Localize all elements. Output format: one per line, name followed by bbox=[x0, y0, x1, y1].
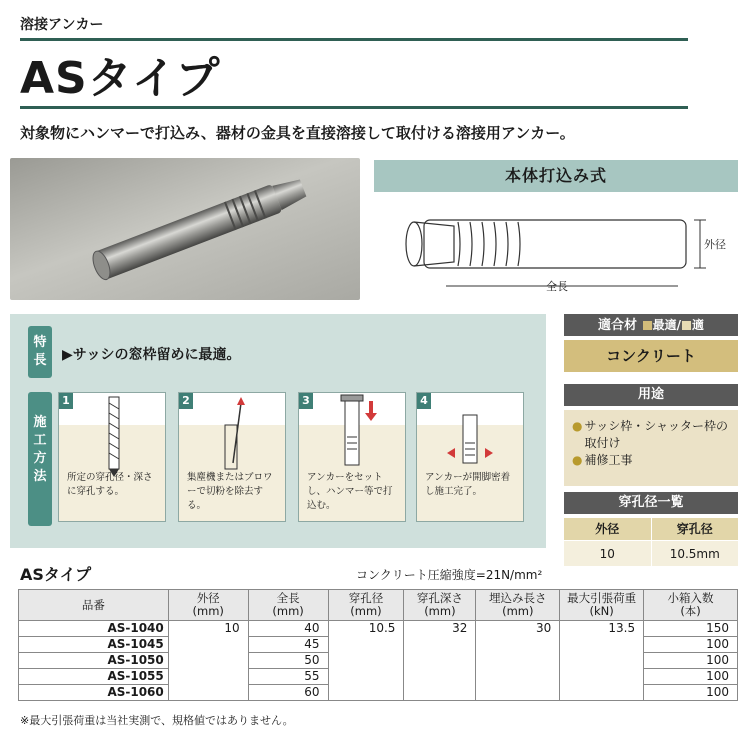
material-sep: / bbox=[676, 318, 681, 332]
page-title: ASタイプ bbox=[20, 53, 221, 104]
merged-cell bbox=[560, 653, 644, 669]
total-length: 40 bbox=[248, 621, 328, 637]
table-title: ASタイプ bbox=[20, 565, 92, 584]
material-ok-label: 適 bbox=[691, 318, 704, 332]
table-row bbox=[19, 653, 738, 669]
hole-depth: 32 bbox=[404, 621, 476, 637]
material-head-label: 適合材 bbox=[598, 318, 638, 333]
hole-list-header: 穿孔径一覧 bbox=[564, 492, 738, 514]
uses-header: 用途 bbox=[564, 384, 738, 406]
step-caption: 集塵機またはブロワーで切粉を除去する。 bbox=[187, 472, 273, 511]
product-photo bbox=[10, 158, 360, 300]
total-length: 45 bbox=[248, 637, 328, 653]
method-tag: 施工方法 bbox=[28, 392, 52, 526]
box-quantity: 150 bbox=[644, 621, 738, 637]
use-text: サッシ枠・シャッター枠の取付け bbox=[584, 419, 729, 450]
hole-col-drill: 穿孔径 bbox=[652, 518, 739, 540]
strength-note: コンクリート圧縮強度=21N/mm² bbox=[356, 568, 543, 582]
part-number: AS-1055 bbox=[19, 669, 169, 685]
merged-cell bbox=[328, 637, 404, 653]
merged-cell bbox=[404, 637, 476, 653]
merged-cell bbox=[168, 669, 248, 685]
col-header: 全長 (mm) bbox=[248, 590, 328, 621]
step-number: 4 bbox=[417, 393, 431, 409]
total-length: 50 bbox=[248, 653, 328, 669]
step-number: 2 bbox=[179, 393, 193, 409]
merged-cell bbox=[328, 669, 404, 685]
merged-cell bbox=[168, 653, 248, 669]
feature-text: ▶サッシの窓枠留めに最適。 bbox=[62, 347, 241, 363]
table-row bbox=[19, 621, 738, 637]
drill-icon bbox=[59, 393, 167, 523]
total-length: 55 bbox=[248, 669, 328, 685]
footnote: ※最大引張荷重は当社実測で、規格値ではありません。 bbox=[20, 714, 294, 727]
step-number: 1 bbox=[59, 393, 73, 409]
merged-cell bbox=[328, 653, 404, 669]
product-description: 対象物にハンマーで打込み、器材の金具を直接溶接して取付ける溶接用アンカー。 bbox=[20, 124, 575, 142]
best-swatch bbox=[643, 321, 652, 330]
hole-col-outer: 外径 bbox=[564, 518, 652, 540]
hole-diameter: 10.5 bbox=[328, 621, 404, 637]
part-number: AS-1040 bbox=[19, 621, 169, 637]
title-rule-top bbox=[20, 38, 688, 41]
merged-cell bbox=[476, 685, 560, 701]
hole-size-table bbox=[564, 518, 738, 566]
hole-val-drill: 10.5mm bbox=[652, 540, 739, 566]
material-header bbox=[564, 314, 738, 336]
method-step-3 bbox=[298, 392, 406, 522]
merged-cell bbox=[328, 685, 404, 701]
list-item bbox=[572, 418, 732, 452]
col-header: 最大引張荷重 (kN) bbox=[560, 590, 644, 621]
length-label: 全長 bbox=[546, 280, 568, 293]
col-header: 小箱入数 (本) bbox=[644, 590, 738, 621]
list-item bbox=[572, 452, 732, 469]
part-number: AS-1050 bbox=[19, 653, 169, 669]
type-banner: 本体打込み式 bbox=[374, 160, 738, 192]
merged-cell bbox=[168, 685, 248, 701]
merged-cell bbox=[404, 685, 476, 701]
ok-swatch bbox=[682, 321, 691, 330]
step-caption: 所定の穿孔径・深さに穿孔する。 bbox=[67, 472, 153, 497]
bullet-icon: ● bbox=[572, 453, 583, 467]
merged-cell bbox=[404, 653, 476, 669]
material-best-label: 最適 bbox=[652, 318, 677, 332]
col-header: 品番 bbox=[19, 590, 169, 621]
table-row bbox=[19, 669, 738, 685]
step-caption: アンカーが開脚密着し施工完了。 bbox=[425, 472, 511, 497]
merged-cell bbox=[560, 637, 644, 653]
merged-cell bbox=[168, 637, 248, 653]
part-number: AS-1060 bbox=[19, 685, 169, 701]
merged-cell bbox=[476, 637, 560, 653]
col-header: 穿孔径 (mm) bbox=[328, 590, 404, 621]
max-tensile-load: 13.5 bbox=[560, 621, 644, 637]
method-step-4 bbox=[416, 392, 524, 522]
diameter-label: 外径 bbox=[704, 238, 726, 251]
spec-table bbox=[18, 589, 738, 701]
step-number: 3 bbox=[299, 393, 313, 409]
box-quantity: 100 bbox=[644, 653, 738, 669]
box-quantity: 100 bbox=[644, 685, 738, 701]
use-text: 補修工事 bbox=[584, 453, 633, 467]
outer-diameter: 10 bbox=[168, 621, 248, 637]
embed-length: 30 bbox=[476, 621, 560, 637]
table-row bbox=[19, 685, 738, 701]
method-step-2 bbox=[178, 392, 286, 522]
category-label: 溶接アンカー bbox=[20, 17, 104, 33]
merged-cell bbox=[560, 669, 644, 685]
table-row bbox=[19, 637, 738, 653]
uses-list bbox=[564, 410, 738, 486]
col-header: 外径 (mm) bbox=[168, 590, 248, 621]
merged-cell bbox=[476, 669, 560, 685]
table-header-row bbox=[19, 590, 738, 621]
total-length: 60 bbox=[248, 685, 328, 701]
merged-cell bbox=[560, 685, 644, 701]
merged-cell bbox=[476, 653, 560, 669]
col-header: 穿孔深さ (mm) bbox=[404, 590, 476, 621]
box-quantity: 100 bbox=[644, 637, 738, 653]
method-step-1 bbox=[58, 392, 166, 522]
title-rule-bottom bbox=[20, 106, 688, 109]
step-caption: アンカーをセットし、ハンマー等で打込む。 bbox=[307, 472, 393, 511]
material-legend bbox=[642, 318, 704, 332]
feature-tag: 特長 bbox=[28, 326, 52, 378]
material-value: コンクリート bbox=[564, 340, 738, 372]
bullet-icon: ● bbox=[572, 419, 583, 433]
hole-val-outer: 10 bbox=[564, 540, 652, 566]
anchor-photo-illustration bbox=[10, 158, 360, 300]
part-number: AS-1045 bbox=[19, 637, 169, 653]
expanded-anchor-icon bbox=[417, 393, 525, 523]
merged-cell bbox=[404, 669, 476, 685]
col-header: 埋込み長さ (mm) bbox=[476, 590, 560, 621]
box-quantity: 100 bbox=[644, 669, 738, 685]
